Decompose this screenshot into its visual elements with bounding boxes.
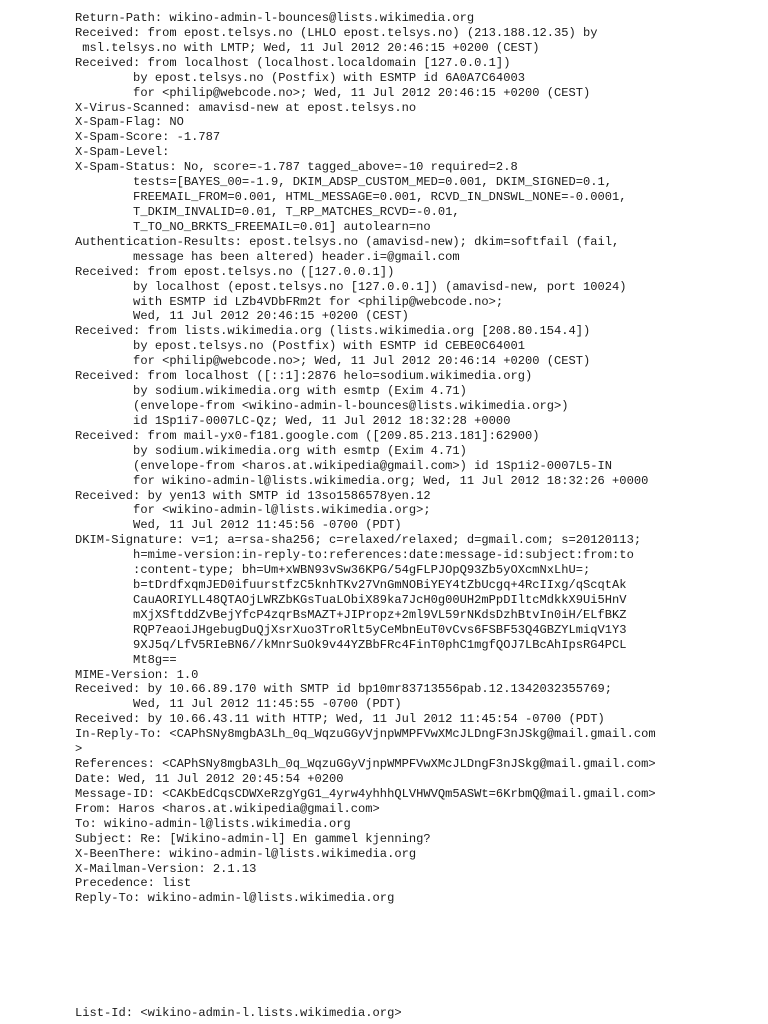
header-line: Received: by 10.66.89.170 with SMTP id bp10mr83713556pab.12.1342032355769; xyxy=(75,682,613,697)
header-line: by epost.telsys.no (Postfix) with ESMTP id CEBE0C64001 xyxy=(75,339,525,354)
header-line: Received: from localhost (localhost.localdomain [127.0.0.1]) xyxy=(75,55,511,70)
header-line: X-Spam-Status: No, score=-1.787 tagged_above=-10 required=2.8 xyxy=(75,160,518,175)
header-line: for wikino-admin-l@lists.wikimedia.org; Wed, 11 Jul 2012 18:32:26 +0000 xyxy=(75,473,649,488)
header-line: X-Spam-Score: -1.787 xyxy=(75,130,221,145)
header-line: T_DKIM_INVALID=0.01, T_RP_MATCHES_RCVD=-0.01, xyxy=(75,204,460,219)
header-line: Mt8g== xyxy=(75,652,177,667)
header-line: Received: from localhost ([::1]:2876 helo=sodium.wikimedia.org) xyxy=(75,369,533,384)
header-line: Wed, 11 Jul 2012 11:45:55 -0700 (PDT) xyxy=(75,697,402,712)
header-line: Wed, 11 Jul 2012 11:45:56 -0700 (PDT) xyxy=(75,518,402,533)
header-line: Received: from epost.telsys.no (LHLO epost.telsys.no) (213.188.12.35) by xyxy=(75,25,598,40)
header-line: Reply-To: wikino-admin-l@lists.wikimedia.org xyxy=(75,891,395,906)
header-line: (envelope-from <haros.at.wikipedia@gmail.com>) id 1Sp1i2-0007L5-IN xyxy=(75,458,613,473)
header-line: 9XJ5q/LfV5RIeBN6//kMnrSuOk9v44YZBbFRc4FinT0phC1mgfQOJ7LBcAhIpsRG4PCL xyxy=(75,637,627,652)
header-line: To: wikino-admin-l@lists.wikimedia.org xyxy=(75,816,351,831)
header-line: by sodium.wikimedia.org with esmtp (Exim 4.71) xyxy=(75,443,467,458)
header-line: for <philip@webcode.no>; Wed, 11 Jul 2012 20:46:14 +0200 (CEST) xyxy=(75,354,591,369)
header-line: References: <CAPhSNy8mgbA3Lh_0q_WqzuGGyVjnpWMPFVwXMcJLDngF3nJSkg@mail.gmail.com> xyxy=(75,757,656,772)
header-line: Received: by 10.66.43.11 with HTTP; Wed, 11 Jul 2012 11:45:54 -0700 (PDT) xyxy=(75,712,605,727)
header-line: X-Mailman-Version: 2.1.13 xyxy=(75,861,257,876)
header-line: Received: by yen13 with SMTP id 13so1586578yen.12 xyxy=(75,488,431,503)
header-line: Wed, 11 Jul 2012 20:46:15 +0200 (CEST) xyxy=(75,309,409,324)
header-line: Date: Wed, 11 Jul 2012 20:45:54 +0200 xyxy=(75,772,344,787)
header-line: Precedence: list xyxy=(75,876,192,891)
header-line: Subject: Re: [Wikino-admin-l] En gammel kjenning? xyxy=(75,831,431,846)
header-line: Received: from epost.telsys.no ([127.0.0.1]) xyxy=(75,264,395,279)
header-line: > xyxy=(75,742,83,757)
header-line: Message-ID: <CAKbEdCqsCDWXeRzgYgG1_4yrw4yhhhQLVHWVQm5ASWt=6KrbmQ@mail.gmail.com> xyxy=(75,786,656,801)
header-line: X-BeenThere: wikino-admin-l@lists.wikimedia.org xyxy=(75,846,417,861)
header-line: for <wikino-admin-l@lists.wikimedia.org>; xyxy=(75,503,431,518)
header-line: From: Haros <haros.at.wikipedia@gmail.com> xyxy=(75,801,380,816)
header-line: X-Spam-Level: xyxy=(75,145,170,160)
header-line: for <philip@webcode.no>; Wed, 11 Jul 2012 20:46:15 +0200 (CEST) xyxy=(75,85,591,100)
list-id-header-line: List-Id: <wikino-admin-l.lists.wikimedia.org> xyxy=(75,1006,402,1020)
header-line: b=tDrdfxqmJED0ifuurstfzC5knhTKv27VnGmNOBiYEY4tZbUcgq+4RcIIxg/qScqtAk xyxy=(75,578,627,593)
header-line: DKIM-Signature: v=1; a=rsa-sha256; c=relaxed/relaxed; d=gmail.com; s=20120113; xyxy=(75,533,642,548)
header-line: message has been altered) header.i=@gmail.com xyxy=(75,249,460,264)
header-line: mXjXSftddZvBejYfcP4zqrBsMAZT+JIPropz+2ml9VL59rNKdsDzhBtvIn0iH/ELfBKZ xyxy=(75,607,627,622)
header-line: X-Spam-Flag: NO xyxy=(75,115,184,130)
header-line: FREEMAIL_FROM=0.001, HTML_MESSAGE=0.001, RCVD_IN_DNSWL_NONE=-0.0001, xyxy=(75,190,627,205)
header-line: msl.telsys.no with LMTP; Wed, 11 Jul 2012 20:46:15 +0200 (CEST) xyxy=(75,40,540,55)
header-line: CauAORIYLL48QTAOjLWRZbKGsTuaLObiX89ka7JcH0g00UH2mPpDIltcMdkkX9Ui5HnV xyxy=(75,592,627,607)
header-line: tests=[BAYES_00=-1.9, DKIM_ADSP_CUSTOM_MED=0.001, DKIM_SIGNED=0.1, xyxy=(75,175,613,190)
header-line: Received: from mail-yx0-f181.google.com ([209.85.213.181]:62900) xyxy=(75,428,540,443)
header-line: In-Reply-To: <CAPhSNy8mgbA3Lh_0q_WqzuGGyVjnpWMPFVwXMcJLDngF3nJSkg@mail.gmail.com xyxy=(75,727,656,742)
header-line: (envelope-from <wikino-admin-l-bounces@lists.wikimedia.org>) xyxy=(75,398,569,413)
header-line: MIME-Version: 1.0 xyxy=(75,667,199,682)
header-line: id 1Sp1i7-0007LC-Qz; Wed, 11 Jul 2012 18:32:28 +0000 xyxy=(75,413,511,428)
header-line: :content-type; bh=Um+xWBN93vSw36KPG/54gFLPJOpQ93Zb5yOXcmNxLhU=; xyxy=(75,563,591,578)
header-line: Return-Path: wikino-admin-l-bounces@lists.wikimedia.org xyxy=(75,11,475,25)
header-line: with ESMTP id LZb4VDbFRm2t for <philip@webcode.no>; xyxy=(75,294,504,309)
header-line: Received: from lists.wikimedia.org (lists.wikimedia.org [208.80.154.4]) xyxy=(75,324,591,339)
email-header-document xyxy=(75,11,765,1024)
header-line: X-Virus-Scanned: amavisd-new at epost.telsys.no xyxy=(75,100,417,115)
header-line: by localhost (epost.telsys.no [127.0.0.1]) (amavisd-new, port 10024) xyxy=(75,279,627,294)
header-line: T_TO_NO_BRKTS_FREEMAIL=0.01] autolearn=no xyxy=(75,219,431,234)
header-line: RQP7eaoiJHgebugDuQjXsrXuo3TroRlt5yCeMbnEuT0vCvs6FSBF53Q4GBZYLmiqV1Y3 xyxy=(75,622,627,637)
header-line: by epost.telsys.no (Postfix) with ESMTP id 6A0A7C64003 xyxy=(75,70,525,85)
header-line: Authentication-Results: epost.telsys.no (amavisd-new); dkim=softfail (fail, xyxy=(75,234,620,249)
header-line: h=mime-version:in-reply-to:references:date:message-id:subject:from:to xyxy=(75,548,634,563)
header-line: by sodium.wikimedia.org with esmtp (Exim 4.71) xyxy=(75,384,467,399)
